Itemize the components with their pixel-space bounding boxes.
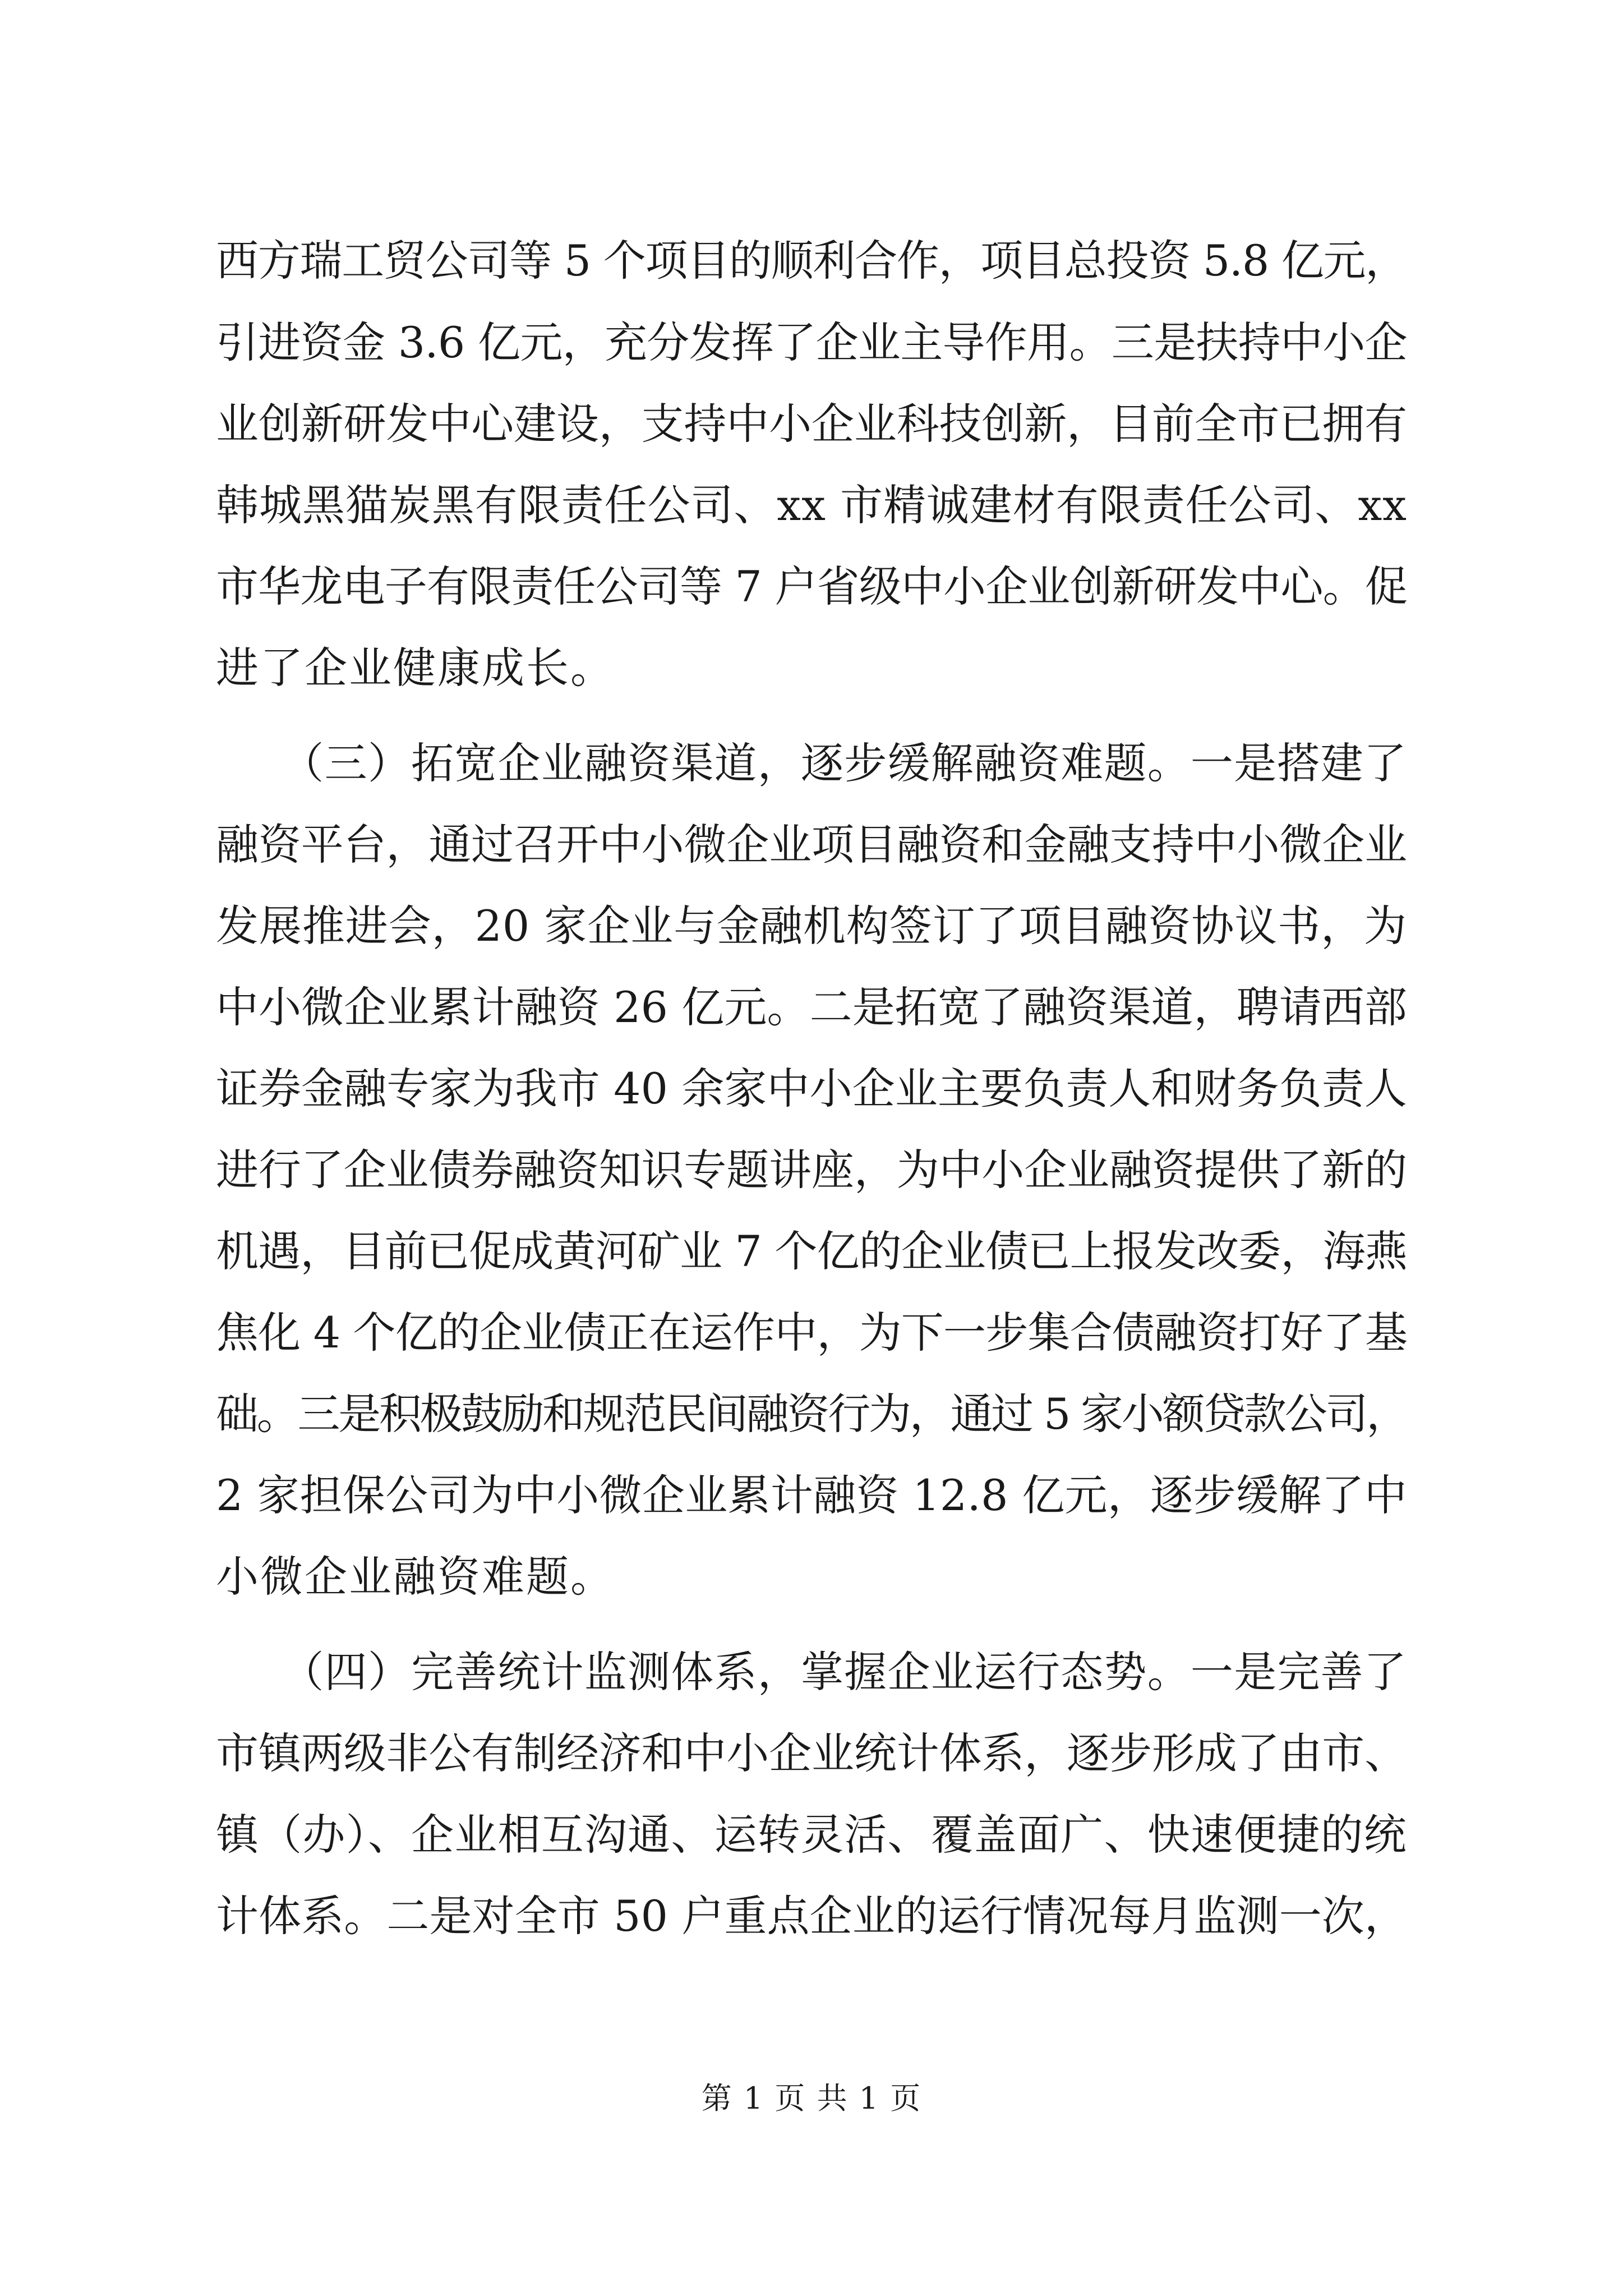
body-text-line: 引进资金 3.6 亿元，充分发挥了企业主导作用。三是扶持中小企 <box>216 318 1407 367</box>
body-text-line: 中小微企业累计融资 26 亿元。二是拓宽了融资渠道，聘请西部 <box>216 982 1407 1032</box>
body-text-line: 小微企业融资难题。 <box>216 1552 615 1602</box>
paragraph-heading-line: （三）拓宽企业融资渠道，逐步缓解融资难题。一是搭建了 <box>216 738 1407 788</box>
body-text-line: 2 家担保公司为中小微企业累计融资 12.8 亿元，逐步缓解了中 <box>216 1470 1407 1520</box>
body-text-line: 市镇两级非公有制经济和中小企业统计体系，逐步形成了由市、 <box>216 1728 1407 1778</box>
body-text-line: 韩城黑猫炭黑有限责任公司、xx 市精诚建材有限责任公司、xx <box>216 480 1407 530</box>
body-text-line: 焦化 4 个亿的企业债正在运作中，为下一步集合债融资打好了基 <box>216 1308 1407 1358</box>
page-footer: 第 1 页 共 1 页 <box>701 2081 922 2116</box>
body-text-line: 计体系。二是对全市 50 户重点企业的运行情况每月监测一次， <box>216 1891 1407 1941</box>
body-text-line: 础。三是积极鼓励和规范民间融资行为，通过 5 家小额贷款公司， <box>216 1389 1407 1439</box>
body-text-line: 证券金融专家为我市 40 余家中小企业主要负责人和财务负责人 <box>216 1064 1407 1114</box>
body-text-line: 西方瑞工贸公司等 5 个项目的顺利合作，项目总投资 5.8 亿元， <box>216 236 1407 286</box>
body-text-line: 融资平台，通过召开中小微企业项目融资和金融支持中小微企业 <box>216 820 1407 869</box>
body-text-line: 发展推进会，20 家企业与金融机构签订了项目融资协议书，为 <box>216 901 1407 951</box>
body-text-line: 市华龙电子有限责任公司等 7 户省级中小企业创新研发中心。促 <box>216 562 1407 611</box>
body-text-line: 镇（办）、企业相互沟通、运转灵活、覆盖面广、快速便捷的统 <box>216 1810 1407 1860</box>
body-text-line: 进行了企业债券融资知识专题讲座，为中小企业融资提供了新的 <box>216 1145 1407 1195</box>
body-text-line: 机遇，目前已促成黄河矿业 7 个亿的企业债已上报发改委，海燕 <box>216 1226 1407 1276</box>
body-text-line: 业创新研发中心建设，支持中小企业科技创新，目前全市已拥有 <box>216 399 1407 449</box>
paragraph-heading-line: （四）完善统计监测体系，掌握企业运行态势。一是完善了 <box>216 1647 1407 1697</box>
body-text-line: 进了企业健康成长。 <box>216 643 615 693</box>
